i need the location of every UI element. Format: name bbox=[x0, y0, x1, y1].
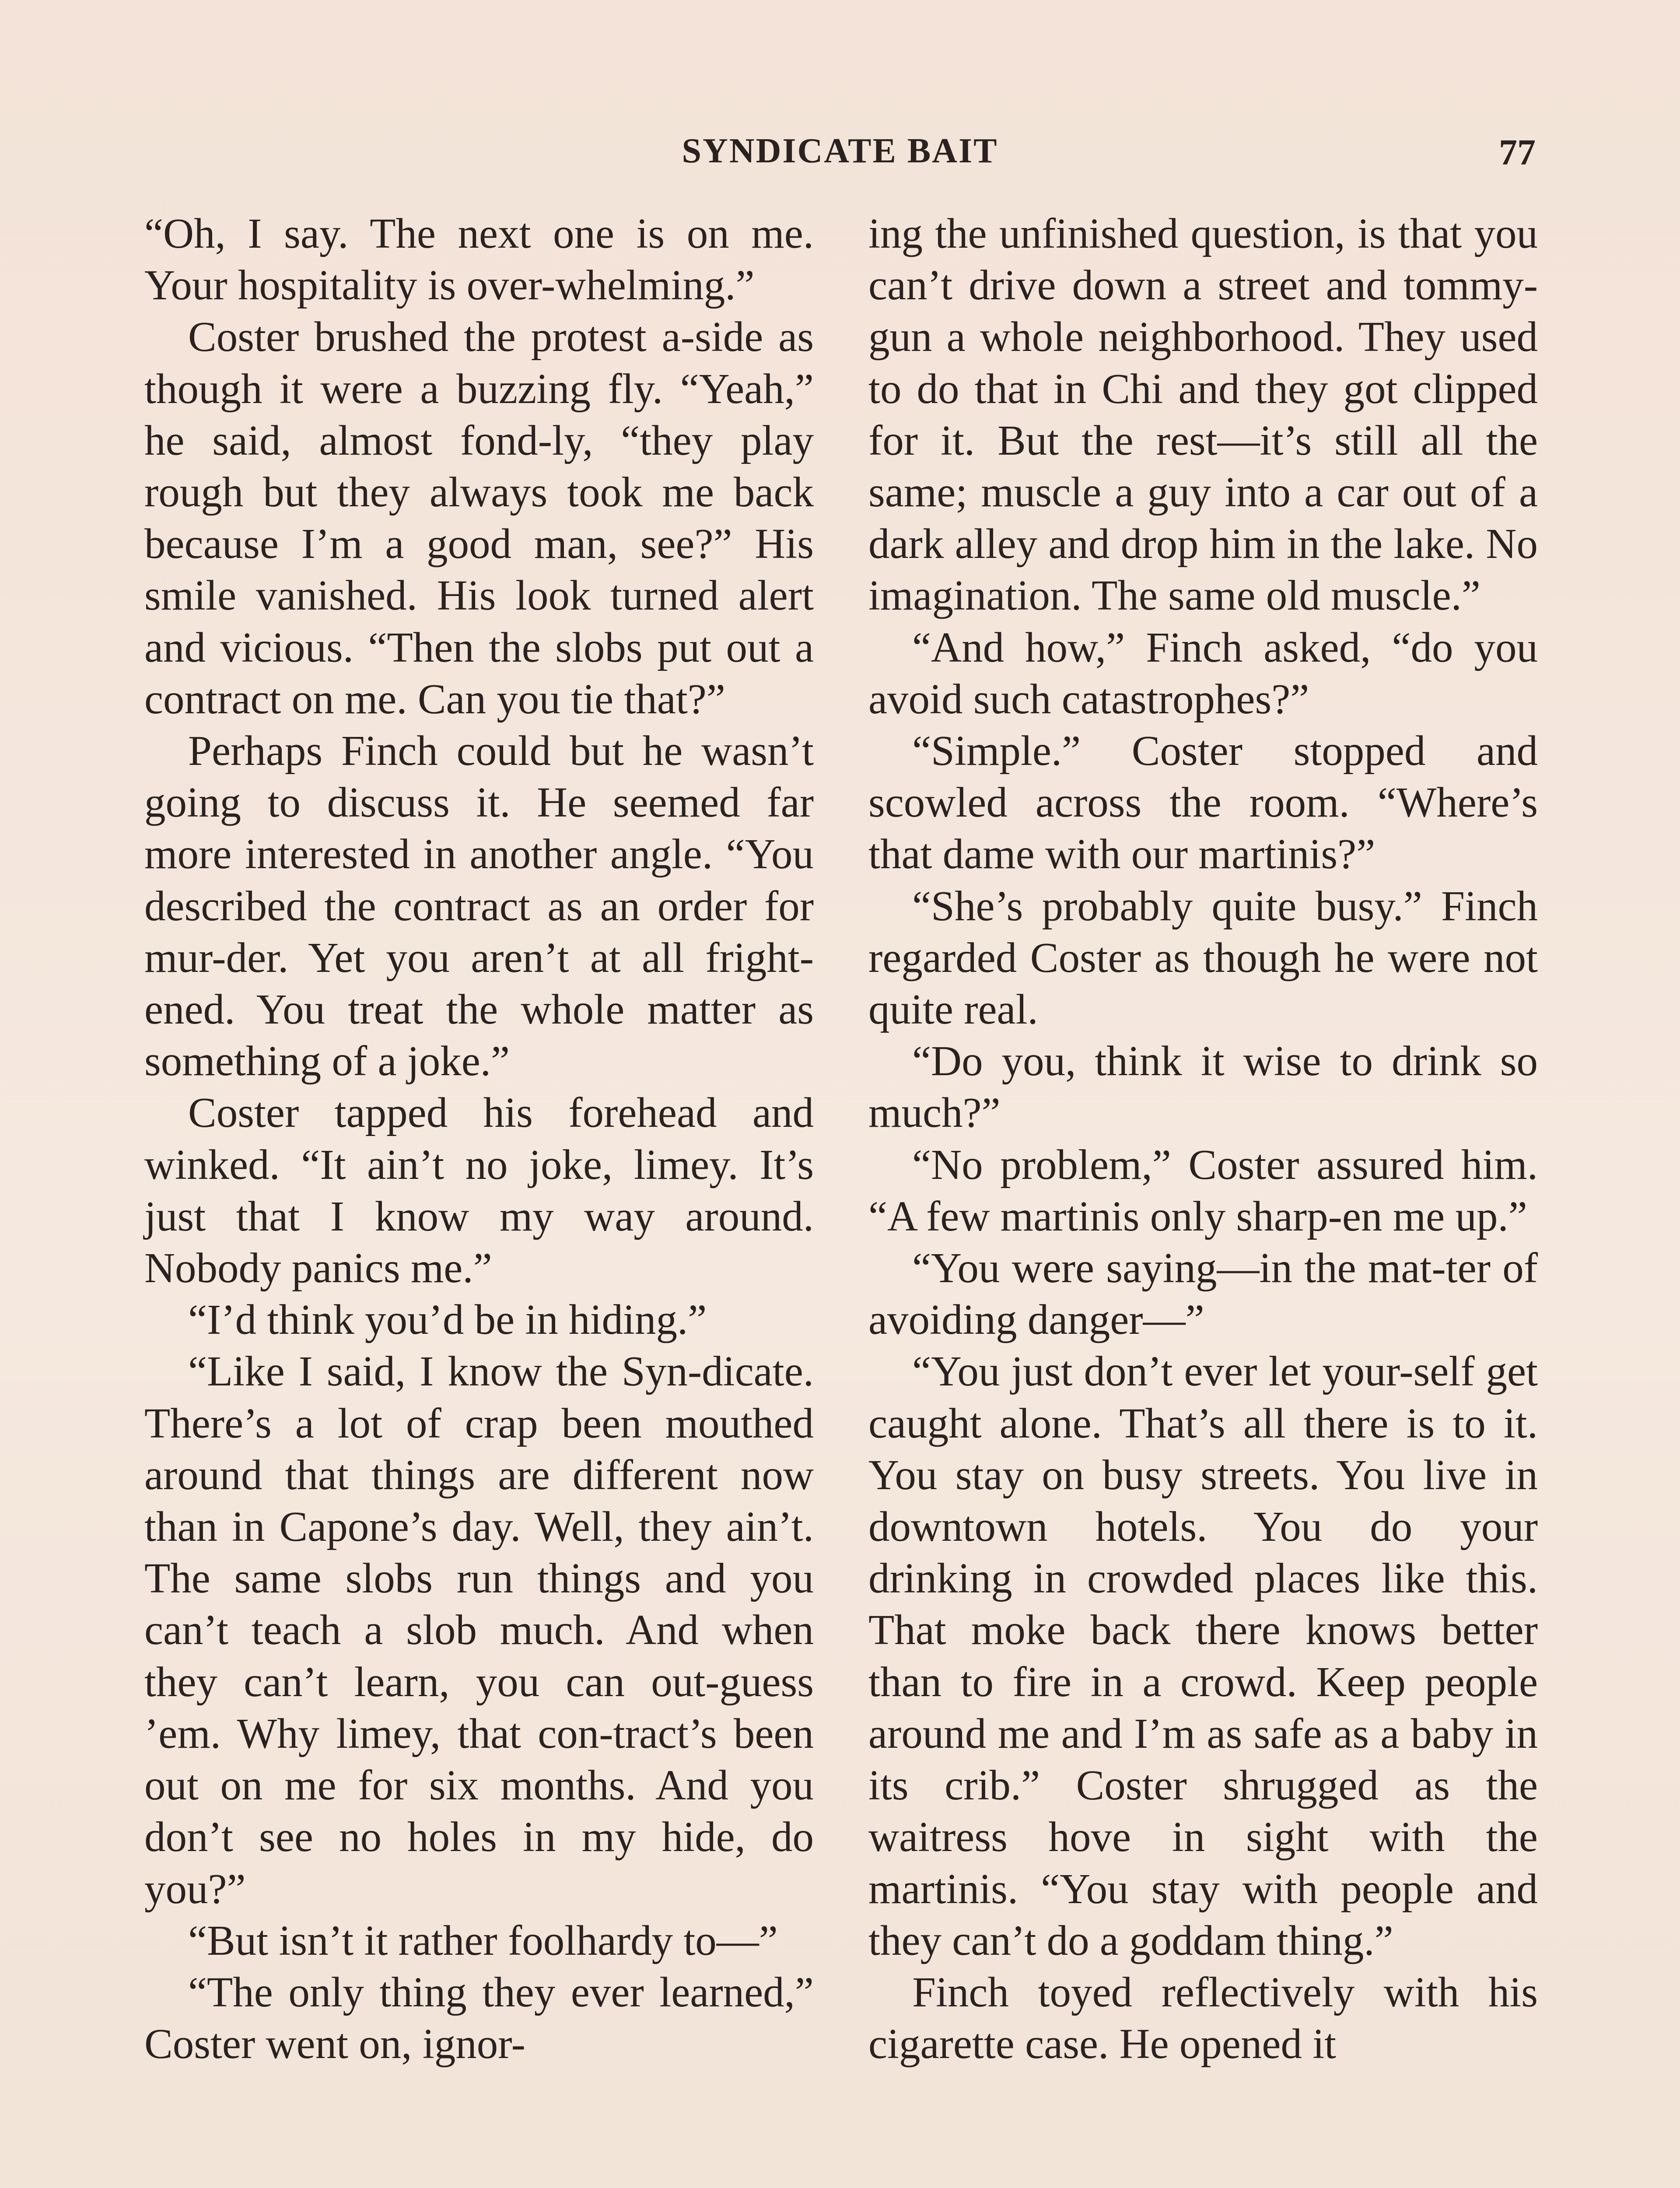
paragraph: “Oh, I say. The next one is on me. Your hospitality is over-whelming.” bbox=[144, 210, 814, 309]
paragraph-continued: ing the unfinished question, is that you can’t drive down a street and tommy-gun a whole neighborhood. They used to do that in Chi and they got clipped for it. But the rest—it’s still all the same; muscle a guy into a car out of a dark alley and drop him in the lake. No imagination. The same old muscle.” bbox=[868, 210, 1538, 619]
left-column bbox=[144, 208, 814, 2070]
paragraph: “She’s probably quite busy.” Finch regarded Coster as though he were not quite real. bbox=[868, 882, 1538, 1033]
paragraph: “You just don’t ever let your-self get caught alone. That’s all there is to it. You stay on busy streets. You live in downtown hotels. You do your drinking in crowded places like this. That moke back there knows better than to fire in a crowd. Keep people around me and I’m as safe as a baby in its crib.” Coster shrugged as the waitress hove in sight with the martinis. “You stay with people and they can’t do a goddam thing.” bbox=[868, 1348, 1538, 1964]
paragraph: “Simple.” Coster stopped and scowled across the room. “Where’s that dame with our martinis?” bbox=[868, 727, 1538, 878]
paragraph: “I’d think you’d be in hiding.” bbox=[188, 1296, 707, 1343]
paragraph: “The only thing they ever learned,” Coster went on, ignor- bbox=[144, 1968, 814, 2068]
paragraph: Perhaps Finch could but he wasn’t going to discuss it. He seemed far more interested in another angle. “You described the contract as an order for mur-der. Yet you aren’t at all fright-ened. You treat the whole matter as something of a joke.” bbox=[144, 727, 814, 1085]
right-column bbox=[868, 208, 1538, 2070]
paragraph: Finch toyed reflectively with his cigarette case. He opened it bbox=[868, 1968, 1538, 2068]
paragraph: Coster brushed the protest a-side as though it were a buzzing fly. “Yeah,” he said, almost fond-ly, “they play rough but they always took me back because I’m a good man, see?” His smile vanished. His look turned alert and vicious. “Then the slobs put out a contract on me. Can you tie that?” bbox=[144, 313, 814, 722]
paragraph: “Like I said, I know the Syn-dicate. There’s a lot of crap been mouthed around that things are different now than in Capone’s day. Well, they ain’t. The same slobs run things and you can’t teach a slob much. And when they can’t learn, you can out-guess ’em. Why limey, that con-tract’s been out on me for six months. And you don’t see no holes in my hide, do you?” bbox=[144, 1348, 814, 1912]
paragraph: “And how,” Finch asked, “do you avoid such catastrophes?” bbox=[868, 624, 1538, 722]
paragraph: “No problem,” Coster assured him. “A few martinis only sharp-en me up.” bbox=[868, 1141, 1538, 1240]
paragraph: “You were saying—in the mat-ter of avoiding danger—” bbox=[868, 1245, 1538, 1343]
paragraph: “But isn’t it rather foolhardy to—” bbox=[188, 1917, 778, 1964]
page-number: 77 bbox=[1499, 132, 1536, 173]
running-head bbox=[144, 131, 1536, 179]
running-title: SYNDICATE BAIT bbox=[682, 132, 998, 170]
paragraph: Coster tapped his forehead and winked. “It ain’t no joke, limey. It’s just that I know my way around. Nobody panics me.” bbox=[144, 1089, 814, 1292]
paragraph: “Do you, think it wise to drink so much?” bbox=[868, 1038, 1538, 1136]
